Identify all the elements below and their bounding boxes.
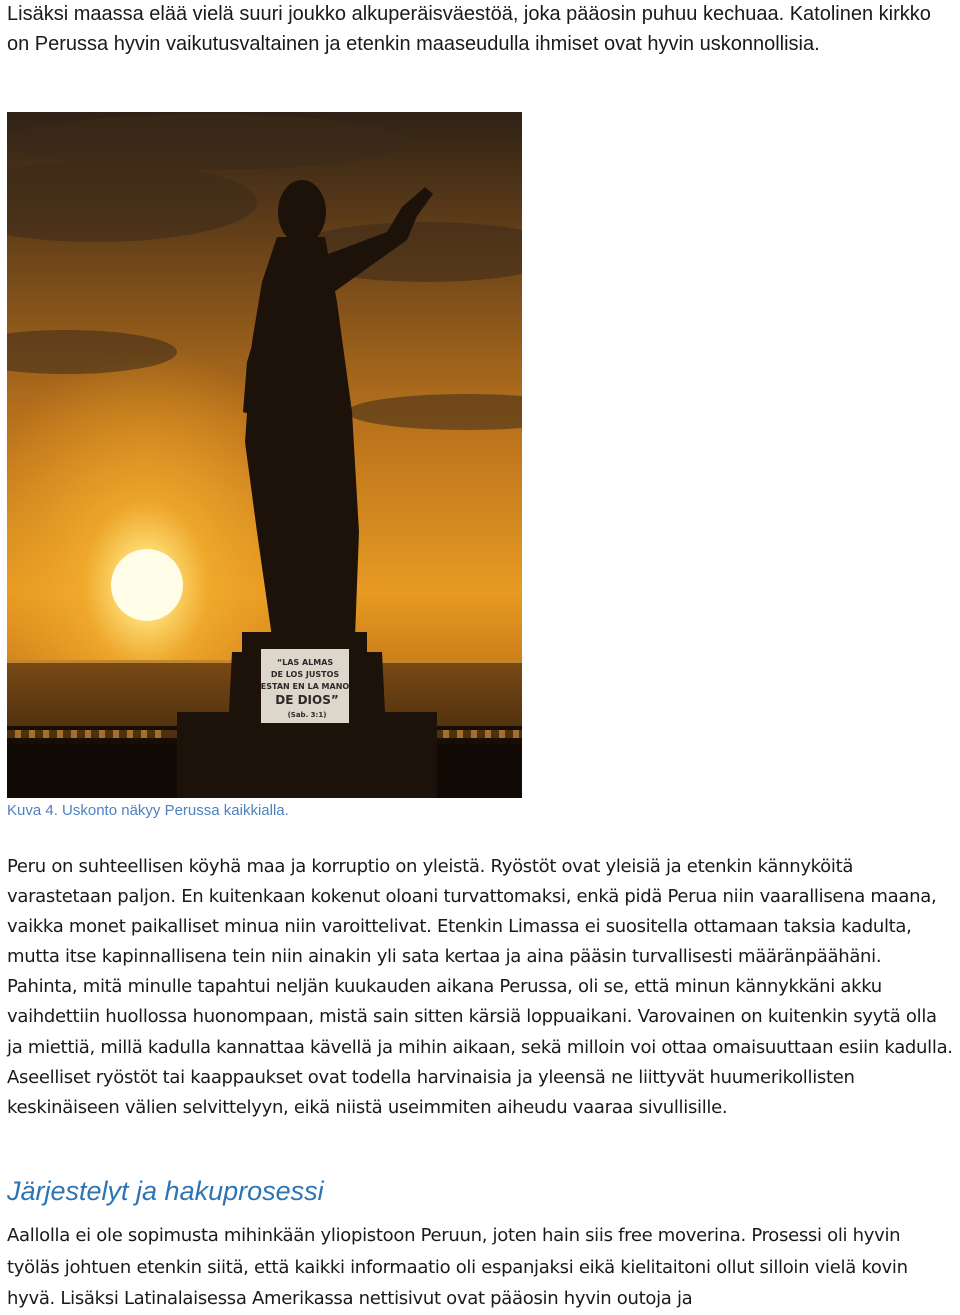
safety-paragraph: Peru on suhteellisen köyhä maa ja korruptio on yleistä. Ryöstöt ovat yleisiä ja etenkin kännyköitä varastetaan paljon. En kuitenkaan kokenut oloani turvattomaksi, enkä pidä Perua niin vaarallisena maana, vaikka monet paikalliset minua niin varoittelivat. Etenkin Limassa ei suositella ottamaan taksia kadulta, mutta itse kapinnallisena tein niin ainakin yli sata kertaa ja aina pääsin turvallisesti määränpäähäni. Pahinta, mitä minulle tapahtui neljän kuukauden aikana Perussa, oli se, että minun kännykkäni akku vaihdettiin huollossa huonompaan, mistä sain sitten kärsiä loppuaikani. Varovainen on kuitenkin syytä olla ja miettiä, millä kadulla kannattaa kävellä ja mihin aikaan, sekä milloin voi ottaa omaisuuttaan esiin kadulla. Aseelliset ryöstöt tai kaappaukset ovat todella harvinaisia ja yleensä ne liittyvät huumerikollisten keskinäiseen välien selvittelyyn, eikä niistä useimmiten aiheudu vaaraa sivullisille. (7, 856, 953, 1118)
plaque-line-3: ESTAN EN LA MANO (260, 682, 350, 691)
section-heading: Järjestelyt ja hakuprosessi (7, 1176, 324, 1206)
plaque-line-2: DE LOS JUSTOS (270, 670, 340, 679)
plaque-line-1: “LAS ALMAS (276, 658, 334, 667)
statue-sunset-photo (7, 112, 522, 798)
plaque-line-4: DE DIOS” (275, 693, 339, 707)
intro-paragraph: Lisäksi maassa elää vielä suuri joukko alkuperäisväestöä, joka pääosin puhuu kechuaa. Katolinen kirkko on Perussa hyvin vaikutusvaltainen ja etenkin maaseudulla ihmiset ovat hyvin uskonnollisia. (7, 3, 931, 55)
application-paragraph: Aallolla ei ole sopimusta mihinkään yliopistoon Peruun, joten hain siis free moverina. Prosessi oli hyvin työläs johtuen etenkin siitä, että kaikki informaatio oli espanjaksi eikä kielitaitoni ollut silloin vielä kovin hyvä. Lisäksi Latinalaisessa Amerikassa nettisivut ovat pääosin hyvin outoja ja (7, 1225, 908, 1309)
figure-caption: Kuva 4. Uskonto näkyy Perussa kaikkialla. (7, 802, 289, 819)
plaque-line-5: (Sab. 3:1) (287, 711, 327, 719)
